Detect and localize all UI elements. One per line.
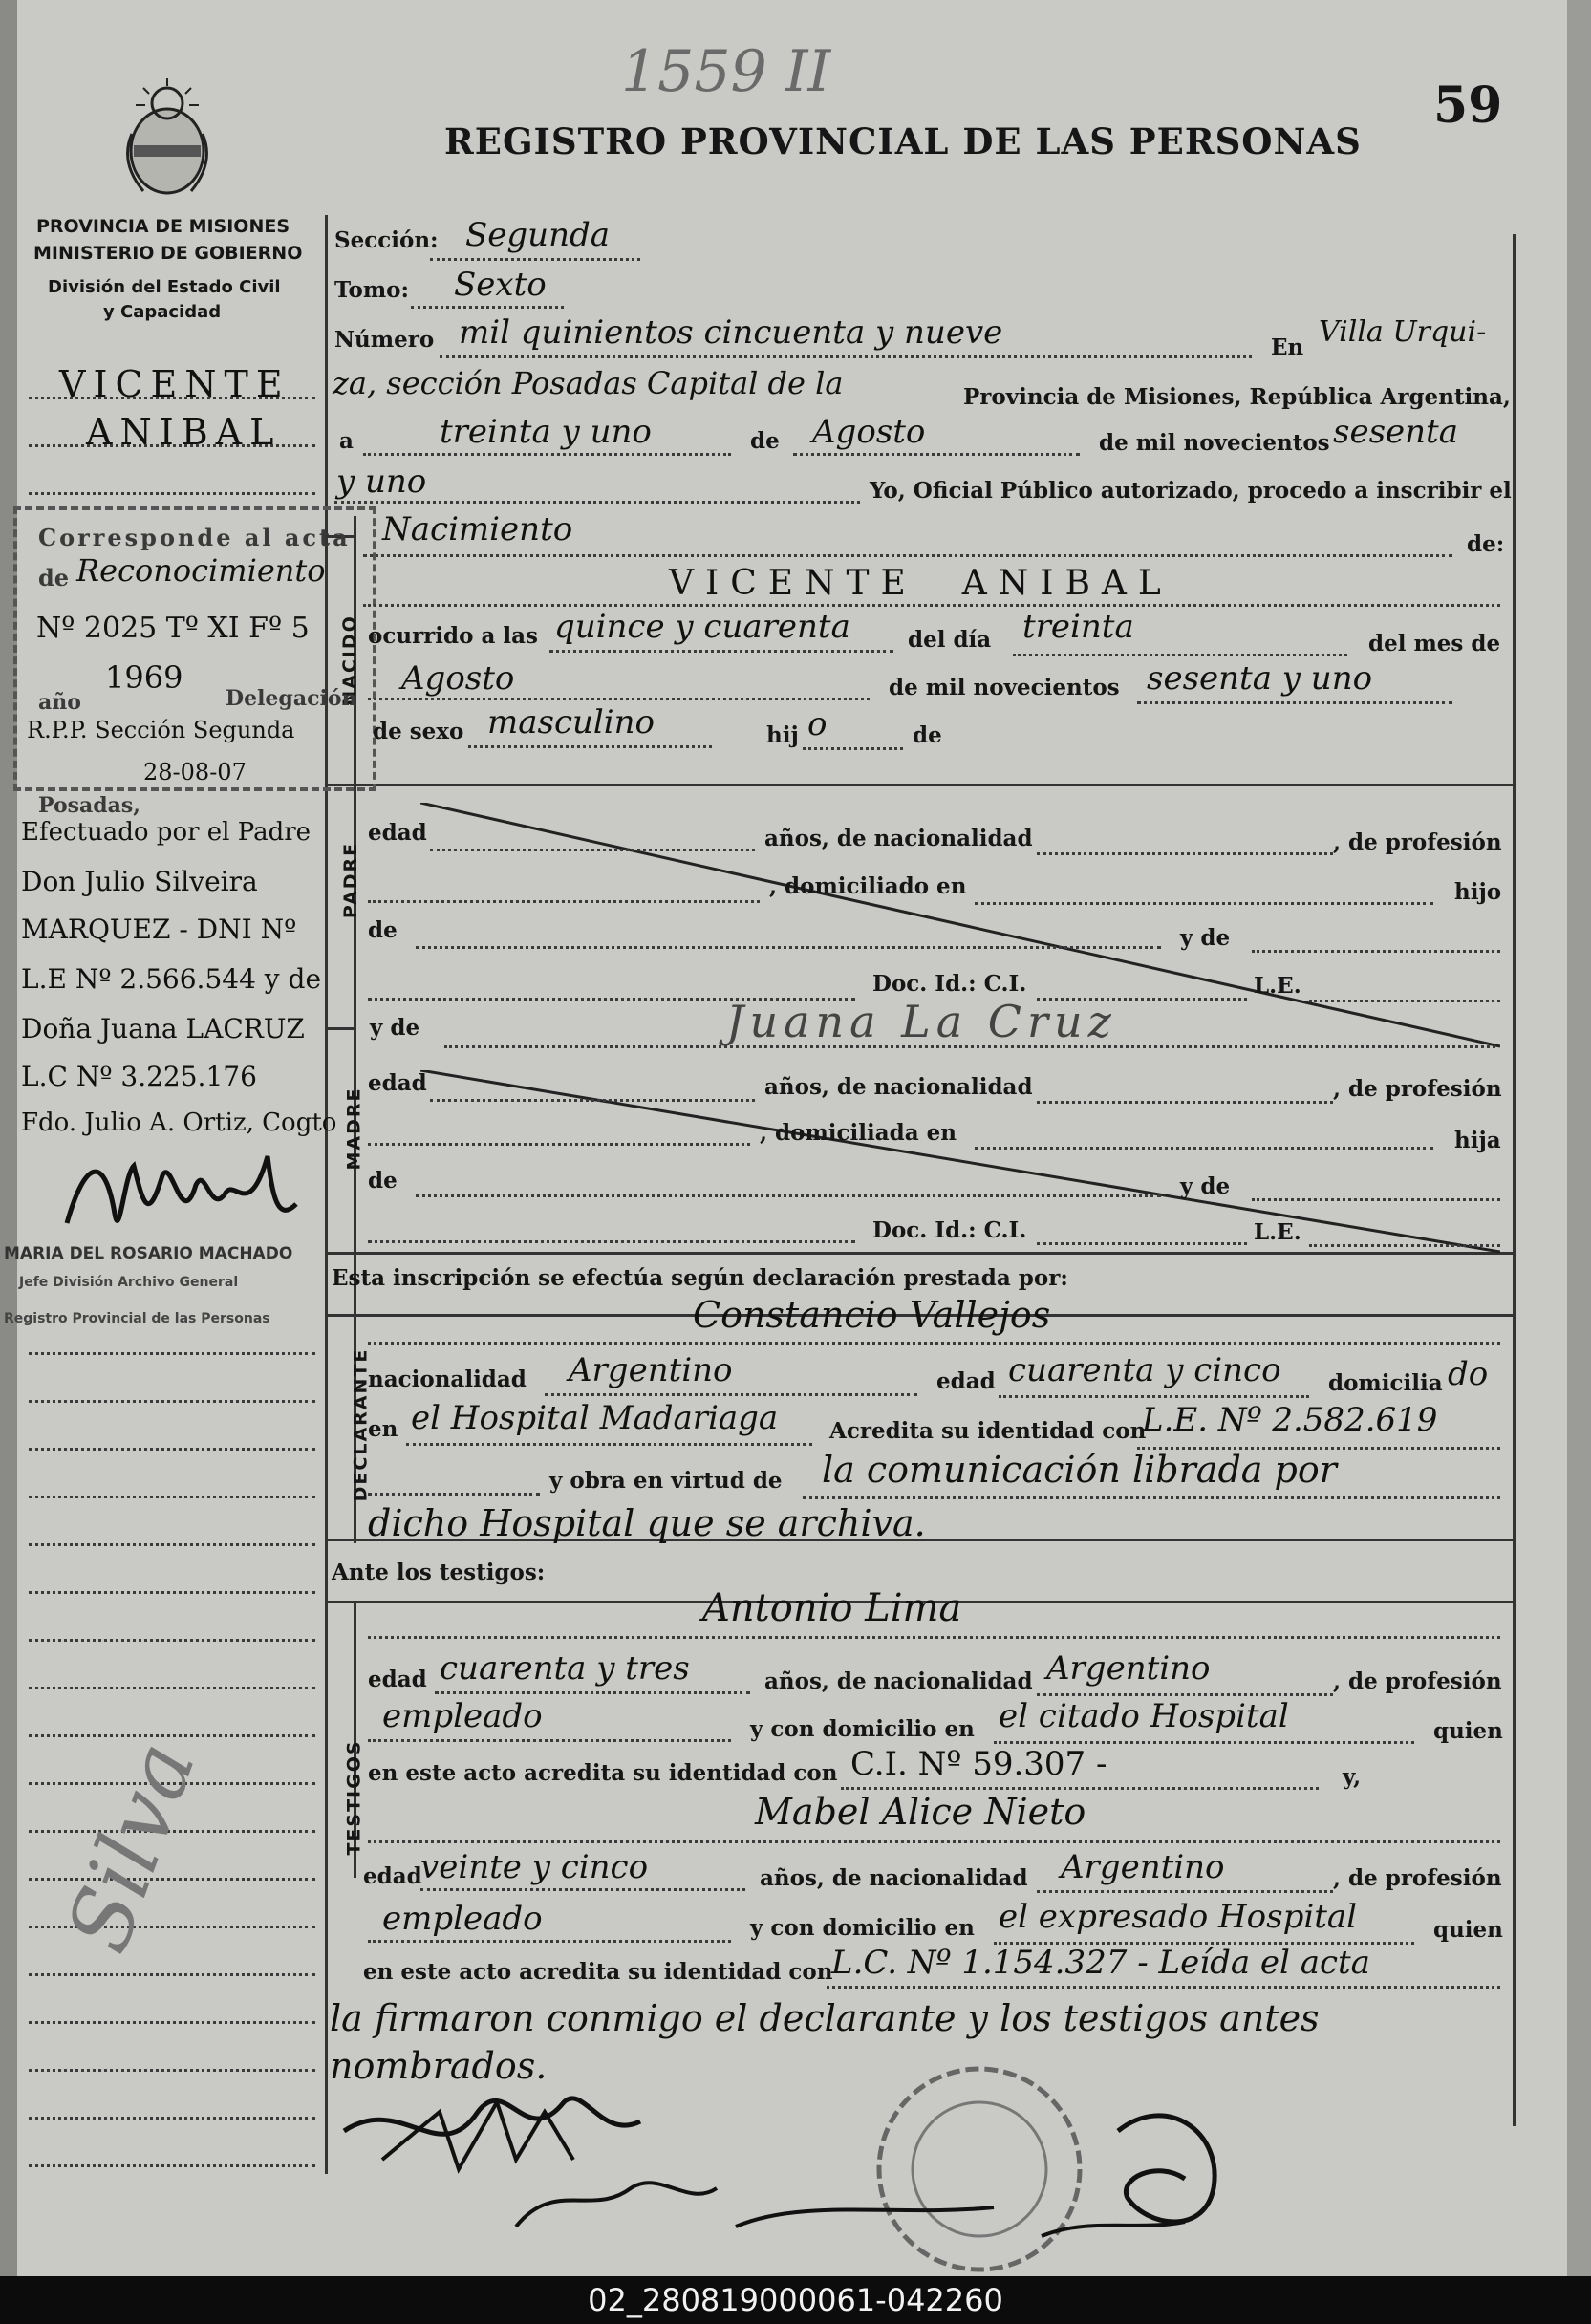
margin-rule (29, 1734, 315, 1737)
hora-rule (549, 650, 893, 653)
fecha-de-label: de (750, 428, 780, 454)
en-label: En (1271, 334, 1304, 360)
stamp-rpp: R.P.P. Sección Segunda (27, 717, 295, 743)
header-ministry: MINISTERIO DE GOBIERNO (33, 243, 303, 264)
madre-nac-rule (1037, 1101, 1333, 1104)
madre-doc-label: Doc. Id.: C.I. (872, 1217, 1027, 1243)
declarante-obra-rule (803, 1496, 1500, 1499)
declarante-edad: cuarenta y cinco (1008, 1351, 1281, 1389)
madre-yde2-rule (1252, 1198, 1500, 1201)
testigo-2-domicilio-label: y con domicilio en (750, 1915, 975, 1941)
testigo-1-acredita-label: en este acto acredita su identidad con (368, 1760, 838, 1786)
madre-ci-rule (1037, 1242, 1247, 1245)
nacido-hora: quince y cuarenta (554, 608, 850, 646)
margin-signature (29, 1137, 325, 1252)
fecha-mes: Agosto (812, 413, 926, 451)
madre-nombre-rule (444, 1045, 1495, 1048)
margin-rule (29, 2164, 315, 2167)
fecha-mil-label: de mil novecientos (1099, 430, 1330, 456)
testigo-1-dom: el citado Hospital (999, 1697, 1289, 1735)
fecha-a-label: a (339, 428, 354, 454)
testigo-2-prof-rule (368, 1940, 731, 1943)
sexo-rule (468, 745, 712, 748)
stamp-delegacion: Delegación (226, 686, 357, 711)
padre-dom-rule (975, 902, 1433, 905)
sexo-label: de sexo (373, 719, 464, 744)
margin-rule (29, 2021, 315, 2024)
margin-rule (29, 1400, 315, 1403)
padre-edad-label: edad (368, 820, 427, 846)
declarante-domicilia-suffix: do (1448, 1355, 1489, 1393)
en-value-2: za, sección Posadas Capital de la (333, 365, 844, 401)
inscripto-nombre: VICENTE ANIBAL (669, 564, 1172, 603)
stamp-fecha: 28-08-07 (143, 759, 247, 785)
margin-rule (29, 492, 315, 495)
madre-edad-label: edad (368, 1070, 427, 1096)
margin-rule (29, 2117, 315, 2120)
padre-domiciliado-label: , domiciliado en (769, 873, 967, 899)
margin-rule (29, 1543, 315, 1546)
testigo-2-doc: L.C. Nº 1.154.327 - Leída el acta (831, 1944, 1370, 1982)
madre-yde-label: y de (370, 1015, 420, 1041)
nacido-sexo: masculino (487, 703, 656, 742)
declarante-edad-rule (999, 1395, 1309, 1398)
padre-nac-rule (1037, 852, 1333, 855)
padre-anos-label: años, de nacionalidad (764, 826, 1033, 851)
declarante-nacionalidad: Argentino (569, 1351, 733, 1389)
tomo-rule (411, 306, 564, 309)
margin-rule (29, 397, 315, 399)
margin-rule (29, 1352, 315, 1355)
declarante-edad-label: edad (936, 1368, 996, 1394)
note-posadas: Posadas, (38, 793, 140, 818)
coat-of-arms-icon (115, 76, 220, 201)
testigo-1-prof-rule (368, 1739, 731, 1742)
note-line-6: L.C Nº 3.225.176 (21, 1061, 257, 1092)
madre-yde2-label: y de (1180, 1173, 1231, 1199)
madre-doc-pre-rule (368, 1240, 855, 1243)
en-value-1: Villa Urqui- (1319, 315, 1487, 349)
testigo-1-nombre: Antonio Lima (702, 1586, 962, 1630)
provincia-text: Provincia de Misiones, República Argentina, (963, 384, 1511, 410)
note-line-5: Doña Juana LACRUZ (21, 1013, 305, 1044)
seccion-label: Sección: (334, 227, 439, 253)
testigo-1-nac: Argentino (1046, 1649, 1211, 1688)
declarante-en-label: en (368, 1416, 398, 1442)
nacido-mil-label: de mil novecientos (889, 675, 1120, 700)
madre-de-label: de (368, 1168, 398, 1194)
dia-rule (363, 453, 731, 456)
declarante-doc: L.E. Nº 2.582.619 (1142, 1401, 1438, 1439)
margin-rule (29, 1496, 315, 1498)
declarante-obra-2: dicho Hospital que se archiva. (368, 1502, 926, 1544)
label-nacido: NACIDO (338, 614, 360, 706)
testigos-intro: Ante los testigos: (332, 1560, 546, 1585)
ocurrido-label: ocurrido a las (368, 623, 538, 649)
tipo-value: Nacimiento (382, 510, 573, 549)
hij-rule (803, 747, 903, 750)
testigo-2-doc-rule (827, 1986, 1500, 1989)
madre-profesion-label: , de profesión (1333, 1076, 1502, 1102)
nacido-mes-rule (368, 698, 870, 700)
madre-le-label: L.E. (1254, 1219, 1301, 1245)
signatures (325, 2055, 1519, 2274)
testigo-2-profesion-label: , de profesión (1333, 1865, 1502, 1891)
madre-prof-rule (368, 1143, 750, 1146)
padre-prof-rule (368, 900, 760, 903)
margin-rule (29, 1448, 315, 1451)
declarante-nac-rule (545, 1393, 917, 1396)
testigo-2-prof: empleado (382, 1900, 543, 1938)
testigo-2-acredita-label: en este acto acredita su identidad con (363, 1959, 833, 1985)
padre-hijo-label: hijo (1454, 879, 1502, 905)
padre-le-rule (1309, 1000, 1500, 1002)
yo-text: Yo, Oficial Público autorizado, procedo a inscribir el (870, 478, 1512, 504)
nacido-dia-rule (1013, 654, 1347, 656)
stamp-corresponde: Corresponde al acta (38, 524, 351, 551)
padre-top (325, 784, 1515, 786)
testigo-2-nac: Argentino (1061, 1848, 1225, 1886)
pencil-number: 1559 II (621, 38, 831, 105)
stamp-reconocimiento: Reconocimiento (76, 552, 326, 589)
del-dia-label: del día (908, 627, 992, 653)
margin-rule (29, 1639, 315, 1642)
note-line-1: Efectuado por el Padre (21, 818, 312, 847)
declarante-dom-rule (406, 1443, 812, 1446)
madre-nombre: Juana La Cruz (726, 996, 1117, 1047)
nacido-hij: o (807, 705, 828, 743)
padre-de-rule (416, 946, 1161, 949)
seal-line-2: Jefe División Archivo General (19, 1275, 239, 1290)
padre-de-label: de (368, 917, 398, 943)
fecha-anio-2: y uno (336, 463, 427, 501)
testigo-2-dom: el expresado Hospital (999, 1898, 1358, 1936)
seccion-value: Segunda (465, 216, 611, 254)
fecha-dia: treinta y uno (440, 413, 652, 451)
hij-label: hij (766, 722, 799, 748)
fecha-anio-1: sesenta (1333, 413, 1458, 451)
padre-le-label: L.E. (1254, 973, 1301, 999)
margin-name-2: ANIBAL (86, 411, 282, 453)
stamp-numero: Nº 2025 Tº XI Fº 5 (36, 612, 310, 645)
declarante-domicilio: el Hospital Madariaga (411, 1399, 779, 1437)
margin-name-1: VICENTE (59, 363, 290, 405)
label-declarante: DECLARANTE (350, 1347, 372, 1502)
testigo-1-dom-rule (994, 1741, 1414, 1744)
testigo-1-prof: empleado (382, 1697, 543, 1735)
header-division-2: y Capacidad (103, 302, 222, 322)
nacido-anio: sesenta y uno (1147, 659, 1373, 698)
testigo-1-nombre-rule (368, 1636, 1500, 1639)
tomo-value: Sexto (454, 266, 547, 304)
padre-yde-rule (1252, 950, 1500, 953)
margin-rule (29, 1687, 315, 1689)
label-madre: MADRE (343, 1087, 365, 1171)
note-line-3: MARQUEZ - DNI Nº (21, 914, 297, 945)
margin-rule (29, 1973, 315, 1976)
mes-rule (793, 453, 1080, 456)
nacido-dia: treinta (1022, 608, 1134, 646)
madre-anos-label: años, de nacionalidad (764, 1074, 1033, 1100)
madre-top (325, 1027, 355, 1030)
testigo-1-edad-rule (435, 1691, 750, 1694)
testigo-2-nombre: Mabel Alice Nieto (755, 1791, 1086, 1833)
padre-doc-label: Doc. Id.: C.I. (872, 971, 1027, 997)
declarante-nac-label: nacionalidad (368, 1366, 527, 1392)
madre-le-rule (1309, 1244, 1500, 1247)
testigo-1-anos-label: años, de nacionalidad (764, 1668, 1033, 1694)
declarante-nombre-rule (368, 1342, 1500, 1345)
de-colon: de: (1467, 531, 1505, 557)
padre-profesion-label: , de profesión (1333, 829, 1502, 855)
page-binding-edge (0, 0, 17, 2276)
numero-value: mil quinientos cincuenta y nueve (459, 313, 1003, 352)
header-province: PROVINCIA DE MISIONES (36, 216, 290, 237)
madre-domiciliada-label: , domiciliada en (760, 1120, 957, 1146)
stamp-ano-label: año (38, 690, 81, 715)
label-testigos: TESTIGOS (343, 1739, 365, 1856)
page-right-edge (1567, 0, 1591, 2276)
testigo-1-doc-rule (841, 1787, 1319, 1790)
nacido-mes: Agosto (401, 659, 515, 698)
tomo-label: Tomo: (334, 277, 409, 303)
declarante-obra-1: la comunicación librada por (822, 1449, 1337, 1491)
note-line-7: Fdo. Julio A. Ortiz, Cogto (21, 1108, 337, 1137)
margin-side-scrawl: Silva (48, 1729, 216, 1965)
del-mes-label: del mes de (1368, 631, 1501, 656)
cierre-line-1: la firmaron conmigo el declarante y los testigos antes (330, 1997, 1320, 2039)
testigo-1-domicilio-label: y con domicilio en (750, 1716, 975, 1742)
tipo-rule (363, 554, 1452, 557)
testigo-1-edad-label: edad (368, 1667, 427, 1692)
testigo-2-quien-label: quien (1433, 1917, 1503, 1943)
testigo-2-edad-rule (420, 1888, 745, 1891)
madre-hija-label: hija (1454, 1128, 1501, 1153)
file-id-bar (0, 2276, 1591, 2324)
stamp-de: de (38, 564, 70, 592)
margin-rule (29, 444, 315, 447)
testigo-1-edad: cuarenta y tres (440, 1649, 690, 1688)
right-border (1513, 234, 1516, 2126)
testigo-1-quien-label: quien (1433, 1718, 1503, 1744)
madre-edad-rule (430, 1099, 755, 1102)
madre-dom-rule (975, 1147, 1433, 1150)
margin-rule (29, 2069, 315, 2072)
declarante-domicilia-label: domicilia (1328, 1370, 1443, 1396)
seccion-rule (430, 258, 640, 261)
testigo-2-anos-label: años, de nacionalidad (760, 1865, 1028, 1891)
note-line-2: Don Julio Silveira (21, 866, 258, 897)
padre-yde-label: y de (1180, 925, 1231, 951)
nacido-anio-rule (1137, 701, 1452, 704)
declarante-obra-pre-rule (368, 1493, 540, 1496)
cierre-line-2: nombrados. (330, 2045, 548, 2087)
testigo-2-edad-label: edad (363, 1863, 422, 1889)
testigo-1-y-label: y, (1343, 1764, 1362, 1790)
padre-edad-rule (430, 849, 755, 851)
file-id: 02_280819000061-042260 (588, 2282, 1003, 2318)
declarante-intro: Esta inscripción se efectúa según declaración prestada por: (332, 1265, 1068, 1291)
nacido-de-label: de (913, 722, 942, 748)
declarante-nombre: Constancio Vallejos (693, 1294, 1051, 1336)
page-number: 59 (1433, 76, 1503, 135)
numero-label: Número (334, 327, 435, 353)
margin-rule (29, 1591, 315, 1594)
note-line-4: L.E Nº 2.566.544 y de (21, 963, 322, 995)
testigo-2-nac-rule (1037, 1890, 1333, 1893)
testigo-1-nac-rule (1037, 1693, 1333, 1696)
document-title: REGISTRO PROVINCIAL DE LAS PERSONAS (444, 120, 1362, 162)
madre-de-rule (416, 1194, 1161, 1197)
seal-line-1: MARIA DEL ROSARIO MACHADO (4, 1244, 293, 1263)
declarante-obra-label: y obra en virtud de (549, 1468, 783, 1494)
inscripto-rule (363, 604, 1500, 607)
testigo-1-doc: C.I. Nº 59.307 - (850, 1745, 1107, 1783)
testigo-2-edad: veinte y cinco (420, 1848, 649, 1886)
declarante-acredita-label: Acredita su identidad con (829, 1418, 1147, 1444)
seal-line-3: Registro Provincial de las Personas (4, 1311, 270, 1326)
anio-rule (334, 501, 860, 504)
stamp-ano: 1969 (105, 659, 183, 696)
label-padre: PADRE (340, 841, 362, 919)
header-division-1: División del Estado Civil (48, 277, 281, 297)
testigo-2-nombre-rule (368, 1840, 1500, 1843)
numero-rule (440, 355, 1252, 358)
testigo-1-profesion-label: , de profesión (1333, 1668, 1502, 1694)
